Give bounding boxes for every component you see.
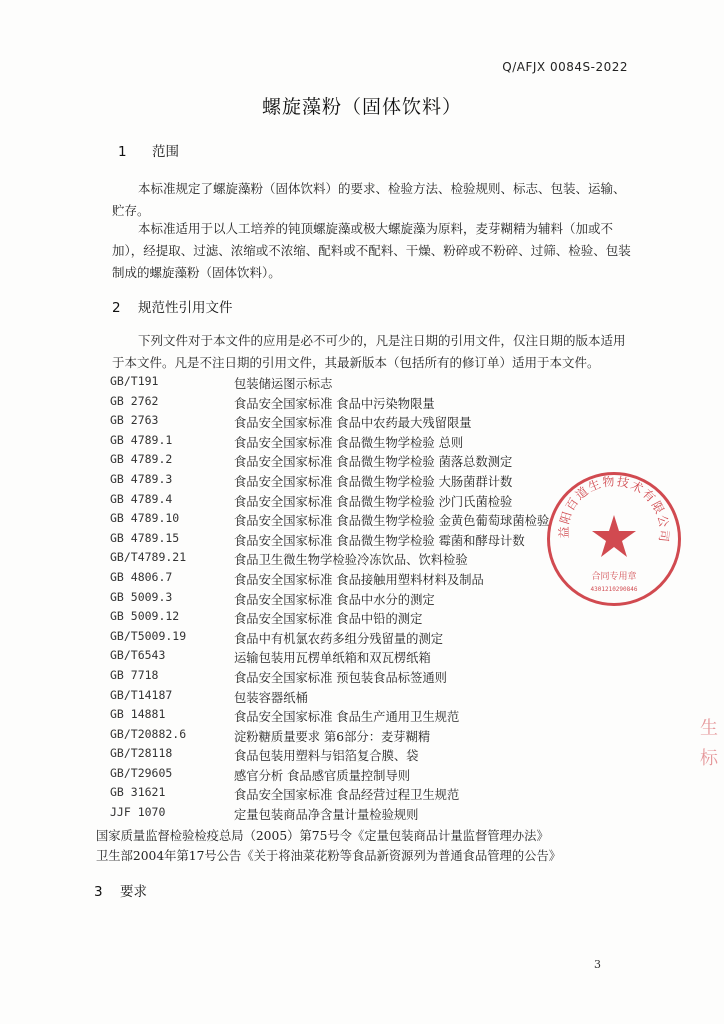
reference-code: GB/T191 — [110, 374, 159, 388]
section-2-heading — [112, 296, 233, 316]
regulation-line-2: 卫生部2004年第17号公告《关于将油菜花粉等食品新资源列为普通食品管理的公告》 — [96, 849, 562, 863]
reference-item — [110, 746, 630, 766]
reference-name: 食品安全国家标准 食品微生物学检验 霉菌和酵母计数 — [234, 533, 525, 548]
reference-item — [110, 374, 630, 394]
reference-code: GB 4789.3 — [110, 471, 173, 486]
reference-item — [110, 609, 630, 629]
reference-name: 食品安全国家标准 食品微生物学检验 金黄色葡萄球菌检验 — [234, 514, 550, 529]
reference-name: 运输包装用瓦楞单纸箱和双瓦楞纸箱 — [234, 651, 431, 666]
reference-name: 定量包装商品净含量计量检验规则 — [234, 808, 419, 823]
svg-text:标: 标 — [700, 748, 718, 769]
reference-name: 感官分析 食品感官质量控制导则 — [234, 768, 411, 783]
regulation-line-1: 国家质量监督检验检疫总局（2005）第75号令《定量包装商品计量监督管理办法》 — [96, 829, 549, 843]
reference-code: GB 14881 — [110, 707, 166, 722]
reference-code: GB/T14187 — [110, 687, 173, 702]
reference-name: 食品安全国家标准 食品微生物学检验 沙门氏菌检验 — [234, 494, 513, 509]
section-title: 规范性引用文件 — [138, 300, 233, 316]
reference-item — [110, 707, 630, 727]
reference-name: 食品卫生微生物学检验冷冻饮品、饮料检验 — [234, 553, 468, 568]
reference-name: 食品安全国家标准 食品生产通用卫生规范 — [234, 710, 460, 725]
section-title: 范围 — [152, 144, 179, 160]
section-1-heading — [118, 140, 179, 160]
reference-name: 食品安全国家标准 食品微生物学检验 大肠菌群计数 — [234, 474, 513, 489]
reference-item — [110, 629, 630, 649]
section-number: 1 — [118, 144, 127, 160]
company-seal — [547, 472, 681, 606]
normative-intro: 下列文件对于本文件的应用是必不可少的，凡是注日期的引用文件，仅注日期的版本适用于本文件。凡是不注日期的引用文件，其最新版本（包括所有的修订单）适用于本文件。 — [112, 333, 626, 370]
reference-name: 食品安全国家标准 食品微生物学检验 菌落总数测定 — [234, 455, 513, 470]
reference-item — [110, 688, 630, 708]
reference-name: 食品安全国家标准 食品微生物学检验 总则 — [234, 435, 464, 450]
reference-code: GB 4789.4 — [110, 491, 173, 506]
reference-code: GB/T6543 — [110, 648, 166, 663]
reference-name: 食品包装用塑料与铝箔复合膜、袋 — [234, 749, 419, 764]
reference-item — [110, 413, 630, 433]
svg-text:生: 生 — [700, 718, 718, 739]
reference-code: GB 7718 — [110, 667, 159, 682]
reference-item — [110, 648, 630, 668]
reference-code: GB/T4789.21 — [110, 550, 187, 565]
section-number: 2 — [112, 300, 121, 316]
section-number: 3 — [94, 884, 103, 900]
reference-name: 包装储运图示标志 — [234, 377, 333, 391]
reference-code: GB 4806.7 — [110, 569, 173, 584]
reference-name: 食品安全国家标准 食品接触用塑料材料及制品 — [234, 572, 484, 587]
reference-code: GB 5009.12 — [110, 609, 180, 624]
document-title: 螺旋藻粉（固体饮料） — [261, 96, 462, 118]
svg-text:合同专用章: 合同专用章 — [591, 572, 637, 582]
edge-stamp-fragment — [698, 712, 724, 774]
reference-code: GB/T20882.6 — [110, 726, 187, 741]
reference-code: JJF 1070 — [110, 805, 166, 820]
scope-paragraph-1: 本标准规定了螺旋藻粉（固体饮料）的要求、检验方法、检验规则、标志、包装、运输、贮存。 — [112, 181, 626, 218]
reference-code: GB 2762 — [110, 393, 159, 408]
reference-item — [110, 668, 630, 688]
scope-paragraph-2: 本标准适用于以人工培养的钝顶螺旋藻或极大螺旋藻为原料，麦芽糊精为辅料（加或不加），经提取、过滤、浓缩或不浓缩、配料或不配料、干燥、粉碎或不粉碎、过筛、检验、包装制成的螺旋藻粉（固体饮料）。 — [112, 221, 631, 280]
seal-graphic — [550, 475, 678, 603]
reference-item — [110, 766, 630, 786]
reference-code: GB 4789.1 — [110, 432, 173, 447]
reference-item — [110, 433, 630, 453]
reference-name: 食品安全国家标准 食品经营过程卫生规范 — [234, 788, 460, 803]
reference-name: 包装容器纸桶 — [234, 690, 308, 705]
standard-code: Q/AFJX 0084S-2022 — [502, 60, 628, 74]
reference-item — [110, 394, 630, 414]
section-title: 要求 — [120, 884, 147, 900]
reference-code: GB 31621 — [110, 785, 166, 800]
section-3-heading — [94, 880, 147, 900]
reference-code: GB 4789.2 — [110, 452, 173, 467]
reference-name: 食品安全国家标准 预包装食品标签通则 — [234, 670, 447, 685]
reference-code: GB 4789.10 — [110, 511, 180, 526]
reference-item — [110, 727, 630, 747]
reference-name: 食品安全国家标准 食品中污染物限量 — [234, 396, 435, 411]
svg-text:4301210290846: 4301210290846 — [590, 586, 638, 593]
reference-name: 食品安全国家标准 食品中水分的测定 — [234, 592, 435, 607]
svg-text:益阳百道生物技术有限公司: 益阳百道生物技术有限公司 — [556, 475, 672, 544]
reference-name: 食品安全国家标准 食品中农药最大残留限量 — [234, 416, 472, 431]
reference-item — [110, 452, 630, 472]
reference-name: 食品中有机氯农药多组分残留量的测定 — [234, 631, 444, 646]
reference-code: GB 4789.15 — [110, 530, 180, 545]
reference-code: GB/T5009.19 — [110, 628, 187, 643]
reference-name: 食品安全国家标准 食品中铅的测定 — [234, 612, 423, 627]
reference-code: GB 5009.3 — [110, 589, 173, 604]
reference-item — [110, 785, 630, 805]
reference-code: GB/T28118 — [110, 746, 173, 761]
reference-item — [110, 805, 630, 825]
reference-code: GB 2763 — [110, 413, 159, 428]
reference-name: 淀粉糖质量要求 第6部分：麦芽糊精 — [234, 729, 431, 744]
page-number: 3 — [594, 958, 601, 971]
reference-code: GB/T29605 — [110, 765, 173, 780]
